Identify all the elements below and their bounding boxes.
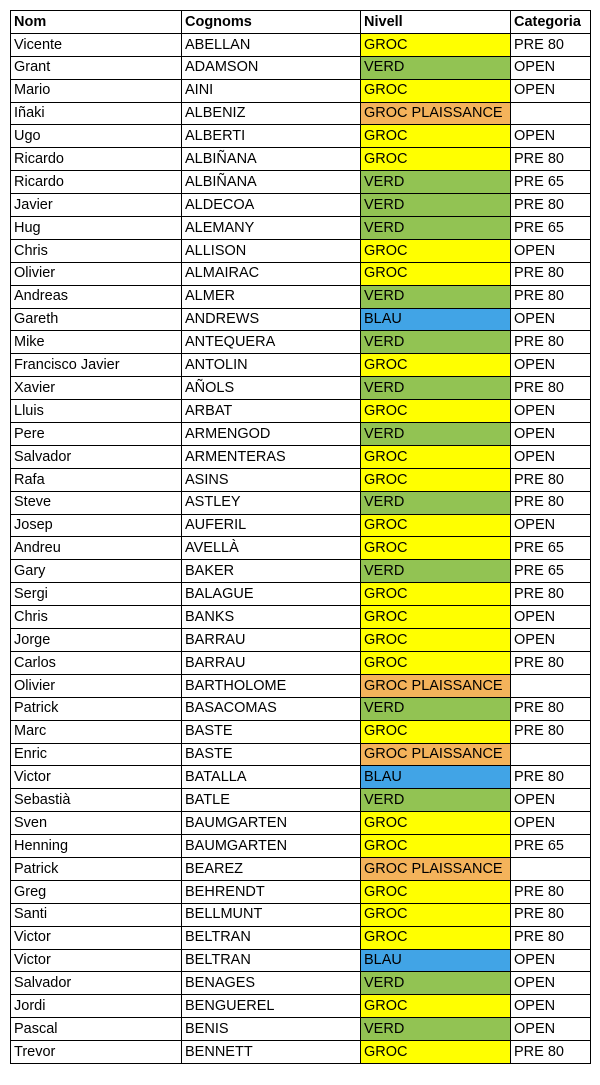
cell-nivell: VERD <box>361 491 511 514</box>
cell-categoria <box>511 102 591 125</box>
cell-categoria: PRE 80 <box>511 766 591 789</box>
cell-cognoms: ADAMSON <box>182 56 361 79</box>
cell-cognoms: ALMAIRAC <box>182 262 361 285</box>
cell-categoria <box>511 743 591 766</box>
table-row <box>11 743 591 766</box>
cell-nom: Marc <box>11 720 182 743</box>
cell-nom: Steve <box>11 491 182 514</box>
cell-cognoms: BASACOMAS <box>182 697 361 720</box>
table-row <box>11 171 591 194</box>
cell-nom: Hug <box>11 217 182 240</box>
cell-nivell: BLAU <box>361 766 511 789</box>
cell-nivell: VERD <box>361 423 511 446</box>
cell-nivell: GROC <box>361 812 511 835</box>
cell-nivell: GROC <box>361 1041 511 1064</box>
cell-categoria: PRE 80 <box>511 33 591 56</box>
cell-categoria: OPEN <box>511 56 591 79</box>
cell-categoria: PRE 80 <box>511 491 591 514</box>
cell-nom: Mike <box>11 331 182 354</box>
cell-categoria: PRE 65 <box>511 560 591 583</box>
cell-nom: Josep <box>11 514 182 537</box>
cell-categoria <box>511 674 591 697</box>
cell-nom: Henning <box>11 835 182 858</box>
cell-categoria: OPEN <box>511 972 591 995</box>
cell-categoria: PRE 80 <box>511 377 591 400</box>
cell-nivell: VERD <box>361 697 511 720</box>
cell-nivell: GROC <box>361 33 511 56</box>
cell-cognoms: BALAGUE <box>182 583 361 606</box>
cell-categoria: PRE 80 <box>511 651 591 674</box>
cell-nivell: VERD <box>361 285 511 308</box>
table-row <box>11 239 591 262</box>
table-row <box>11 262 591 285</box>
table-row <box>11 674 591 697</box>
cell-nom: Carlos <box>11 651 182 674</box>
cell-nom: Andreas <box>11 285 182 308</box>
cell-nom: Ricardo <box>11 148 182 171</box>
cell-categoria: PRE 80 <box>511 697 591 720</box>
cell-nom: Pere <box>11 423 182 446</box>
cell-nivell: GROC <box>361 537 511 560</box>
cell-categoria: PRE 80 <box>511 148 591 171</box>
cell-nom: Olivier <box>11 262 182 285</box>
table-row <box>11 1018 591 1041</box>
cell-cognoms: ARBAT <box>182 400 361 423</box>
cell-cognoms: BEAREZ <box>182 857 361 880</box>
table-row <box>11 331 591 354</box>
table-row <box>11 56 591 79</box>
cell-categoria: OPEN <box>511 423 591 446</box>
table-row <box>11 468 591 491</box>
cell-nom: Victor <box>11 766 182 789</box>
table-row <box>11 514 591 537</box>
table-row <box>11 125 591 148</box>
cell-categoria: PRE 80 <box>511 903 591 926</box>
cell-nivell: GROC <box>361 995 511 1018</box>
cell-cognoms: BATLE <box>182 789 361 812</box>
cell-nivell: GROC <box>361 468 511 491</box>
cell-nom: Sebastià <box>11 789 182 812</box>
cell-nivell: GROC PLAISSANCE <box>361 857 511 880</box>
cell-categoria: PRE 80 <box>511 194 591 217</box>
cell-categoria: PRE 65 <box>511 217 591 240</box>
cell-categoria: OPEN <box>511 995 591 1018</box>
cell-nom: Iñaki <box>11 102 182 125</box>
table-row <box>11 400 591 423</box>
table-row <box>11 995 591 1018</box>
cell-cognoms: ALMER <box>182 285 361 308</box>
table-row <box>11 812 591 835</box>
table-row <box>11 217 591 240</box>
cell-cognoms: BAUMGARTEN <box>182 812 361 835</box>
table-row <box>11 194 591 217</box>
cell-nom: Salvador <box>11 972 182 995</box>
cell-nom: Victor <box>11 949 182 972</box>
cell-nivell: VERD <box>361 56 511 79</box>
cell-nom: Javier <box>11 194 182 217</box>
header-nom: Nom <box>11 11 182 34</box>
cell-categoria: OPEN <box>511 789 591 812</box>
cell-cognoms: ASTLEY <box>182 491 361 514</box>
cell-cognoms: BELLMUNT <box>182 903 361 926</box>
header-row <box>11 11 591 34</box>
cell-nivell: GROC <box>361 354 511 377</box>
cell-categoria: OPEN <box>511 1018 591 1041</box>
cell-cognoms: BENAGES <box>182 972 361 995</box>
cell-nom: Trevor <box>11 1041 182 1064</box>
cell-categoria: OPEN <box>511 606 591 629</box>
cell-nom: Chris <box>11 606 182 629</box>
cell-cognoms: ANDREWS <box>182 308 361 331</box>
cell-nom: Francisco Javier <box>11 354 182 377</box>
cell-cognoms: BANKS <box>182 606 361 629</box>
cell-cognoms: BELTRAN <box>182 949 361 972</box>
cell-cognoms: ANTEQUERA <box>182 331 361 354</box>
cell-nivell: GROC <box>361 629 511 652</box>
cell-nivell: GROC <box>361 400 511 423</box>
cell-categoria: OPEN <box>511 949 591 972</box>
cell-nivell: GROC <box>361 262 511 285</box>
cell-nivell: VERD <box>361 217 511 240</box>
table-row <box>11 697 591 720</box>
table-row <box>11 148 591 171</box>
cell-cognoms: ALBENIZ <box>182 102 361 125</box>
cell-nivell: GROC <box>361 239 511 262</box>
table-row <box>11 949 591 972</box>
cell-cognoms: ALBERTI <box>182 125 361 148</box>
cell-nom: Pascal <box>11 1018 182 1041</box>
cell-categoria: PRE 80 <box>511 285 591 308</box>
cell-cognoms: BASTE <box>182 743 361 766</box>
cell-nivell: VERD <box>361 1018 511 1041</box>
cell-categoria <box>511 857 591 880</box>
cell-nivell: GROC <box>361 903 511 926</box>
cell-cognoms: ALBIÑANA <box>182 148 361 171</box>
cell-nivell: GROC <box>361 880 511 903</box>
cell-nivell: GROC <box>361 835 511 858</box>
cell-nom: Patrick <box>11 857 182 880</box>
table-row <box>11 766 591 789</box>
cell-nivell: VERD <box>361 560 511 583</box>
cell-categoria: OPEN <box>511 125 591 148</box>
cell-nivell: VERD <box>361 789 511 812</box>
cell-categoria: PRE 80 <box>511 720 591 743</box>
cell-nom: Salvador <box>11 445 182 468</box>
cell-nom: Gareth <box>11 308 182 331</box>
cell-cognoms: BEHRENDT <box>182 880 361 903</box>
cell-nivell: GROC PLAISSANCE <box>361 674 511 697</box>
table-row <box>11 377 591 400</box>
cell-nom: Ricardo <box>11 171 182 194</box>
table-row <box>11 285 591 308</box>
cell-nom: Xavier <box>11 377 182 400</box>
cell-categoria: OPEN <box>511 629 591 652</box>
table-row <box>11 789 591 812</box>
cell-categoria: PRE 80 <box>511 1041 591 1064</box>
table-row <box>11 102 591 125</box>
cell-nivell: VERD <box>361 194 511 217</box>
table-row <box>11 1041 591 1064</box>
cell-categoria: PRE 80 <box>511 583 591 606</box>
cell-cognoms: AVELLÀ <box>182 537 361 560</box>
cell-categoria: OPEN <box>511 812 591 835</box>
cell-cognoms: BARTHOLOME <box>182 674 361 697</box>
cell-cognoms: BARRAU <box>182 651 361 674</box>
table-row <box>11 880 591 903</box>
cell-categoria: PRE 80 <box>511 880 591 903</box>
cell-nivell: VERD <box>361 972 511 995</box>
table-header <box>11 11 591 34</box>
table-row <box>11 423 591 446</box>
table-row <box>11 537 591 560</box>
cell-categoria: OPEN <box>511 354 591 377</box>
participants-table <box>10 10 591 1064</box>
cell-nom: Enric <box>11 743 182 766</box>
table-row <box>11 903 591 926</box>
cell-categoria: PRE 80 <box>511 468 591 491</box>
table-row <box>11 583 591 606</box>
cell-cognoms: BAUMGARTEN <box>182 835 361 858</box>
cell-categoria: OPEN <box>511 514 591 537</box>
cell-nivell: GROC <box>361 445 511 468</box>
cell-cognoms: BASTE <box>182 720 361 743</box>
table-row <box>11 491 591 514</box>
cell-nivell: GROC <box>361 720 511 743</box>
header-categoria: Categoria <box>511 11 591 34</box>
cell-cognoms: BELTRAN <box>182 926 361 949</box>
cell-categoria: OPEN <box>511 79 591 102</box>
table-row <box>11 606 591 629</box>
cell-nom: Olivier <box>11 674 182 697</box>
cell-cognoms: ALLISON <box>182 239 361 262</box>
cell-nivell: GROC <box>361 514 511 537</box>
cell-nom: Patrick <box>11 697 182 720</box>
cell-nom: Victor <box>11 926 182 949</box>
cell-categoria: PRE 65 <box>511 835 591 858</box>
table-row <box>11 651 591 674</box>
cell-cognoms: ALBIÑANA <box>182 171 361 194</box>
cell-nivell: VERD <box>361 377 511 400</box>
cell-nom: Mario <box>11 79 182 102</box>
cell-cognoms: AUFERIL <box>182 514 361 537</box>
cell-nivell: GROC PLAISSANCE <box>361 743 511 766</box>
cell-nom: Gary <box>11 560 182 583</box>
cell-nom: Chris <box>11 239 182 262</box>
cell-cognoms: BENGUEREL <box>182 995 361 1018</box>
cell-categoria: OPEN <box>511 239 591 262</box>
cell-cognoms: ABELLAN <box>182 33 361 56</box>
table-row <box>11 354 591 377</box>
table-row <box>11 972 591 995</box>
table-row <box>11 33 591 56</box>
cell-categoria: PRE 65 <box>511 171 591 194</box>
cell-cognoms: ANTOLIN <box>182 354 361 377</box>
cell-cognoms: ARMENGOD <box>182 423 361 446</box>
cell-categoria: PRE 80 <box>511 331 591 354</box>
cell-nom: Lluis <box>11 400 182 423</box>
table-row <box>11 445 591 468</box>
cell-nivell: GROC <box>361 79 511 102</box>
cell-nom: Santi <box>11 903 182 926</box>
cell-nivell: GROC <box>361 125 511 148</box>
cell-cognoms: BATALLA <box>182 766 361 789</box>
cell-cognoms: ASINS <box>182 468 361 491</box>
cell-nivell: GROC <box>361 926 511 949</box>
cell-cognoms: BAKER <box>182 560 361 583</box>
cell-nivell: GROC <box>361 583 511 606</box>
cell-categoria: PRE 65 <box>511 537 591 560</box>
table-row <box>11 560 591 583</box>
table-row <box>11 308 591 331</box>
cell-cognoms: ALDECOA <box>182 194 361 217</box>
header-cognoms: Cognoms <box>182 11 361 34</box>
cell-cognoms: BENNETT <box>182 1041 361 1064</box>
cell-cognoms: AINI <box>182 79 361 102</box>
table-row <box>11 629 591 652</box>
cell-categoria: OPEN <box>511 308 591 331</box>
table-body <box>11 33 591 1063</box>
cell-categoria: OPEN <box>511 445 591 468</box>
cell-nivell: GROC PLAISSANCE <box>361 102 511 125</box>
cell-nivell: GROC <box>361 148 511 171</box>
table-row <box>11 926 591 949</box>
cell-nivell: BLAU <box>361 308 511 331</box>
cell-cognoms: ALEMANY <box>182 217 361 240</box>
cell-nom: Sergi <box>11 583 182 606</box>
table-row <box>11 835 591 858</box>
cell-cognoms: ARMENTERAS <box>182 445 361 468</box>
cell-nivell: VERD <box>361 171 511 194</box>
table-row <box>11 720 591 743</box>
table-row <box>11 857 591 880</box>
cell-nom: Sven <box>11 812 182 835</box>
table-row <box>11 79 591 102</box>
cell-cognoms: BARRAU <box>182 629 361 652</box>
cell-cognoms: AÑOLS <box>182 377 361 400</box>
cell-nom: Greg <box>11 880 182 903</box>
cell-nom: Jorge <box>11 629 182 652</box>
cell-categoria: PRE 80 <box>511 926 591 949</box>
cell-nivell: GROC <box>361 651 511 674</box>
cell-categoria: OPEN <box>511 400 591 423</box>
cell-nom: Andreu <box>11 537 182 560</box>
cell-nivell: VERD <box>361 331 511 354</box>
cell-categoria: PRE 80 <box>511 262 591 285</box>
cell-nom: Jordi <box>11 995 182 1018</box>
cell-nom: Vicente <box>11 33 182 56</box>
header-nivell: Nivell <box>361 11 511 34</box>
cell-cognoms: BENIS <box>182 1018 361 1041</box>
cell-nivell: GROC <box>361 606 511 629</box>
cell-nivell: BLAU <box>361 949 511 972</box>
cell-nom: Rafa <box>11 468 182 491</box>
cell-nom: Grant <box>11 56 182 79</box>
cell-nom: Ugo <box>11 125 182 148</box>
